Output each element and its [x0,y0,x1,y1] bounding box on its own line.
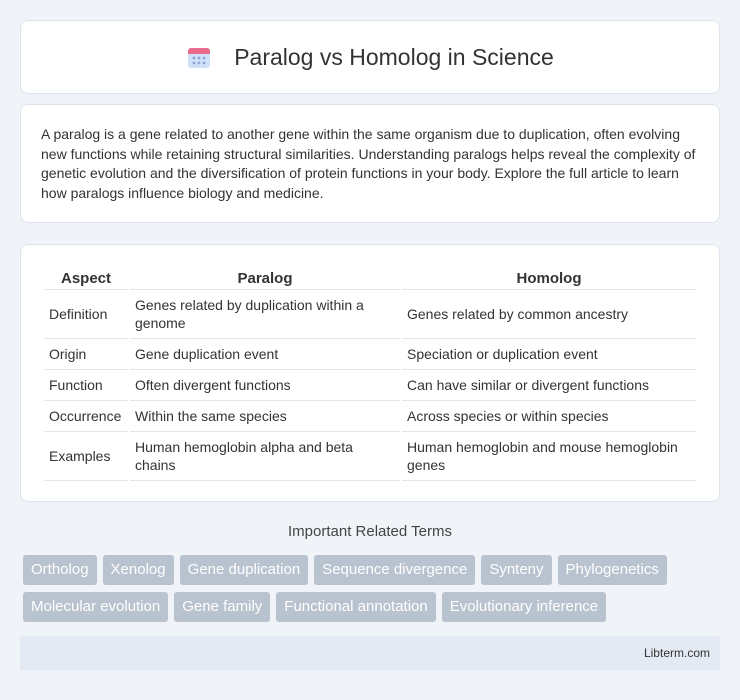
row-homolog: Across species or within species [402,401,696,432]
row-aspect: Definition [44,290,128,339]
comparison-table-card [20,244,720,502]
row-homolog: Genes related by common ancestry [402,290,696,339]
tag-phylogenetics[interactable]: Phylogenetics [558,555,667,585]
table-row [44,339,696,370]
row-aspect: Examples [44,432,128,481]
row-homolog: Can have similar or divergent functions [402,370,696,401]
table-row [44,432,696,481]
table-row [44,290,696,339]
comparison-table [42,267,698,481]
tag-xenolog[interactable]: Xenolog [103,555,174,585]
row-paralog: Human hemoglobin alpha and beta chains [130,432,400,481]
related-terms-list [23,555,723,629]
table-header-row [44,267,696,290]
row-paralog: Within the same species [130,401,400,432]
row-aspect: Origin [44,339,128,370]
row-paralog: Genes related by duplication within a genome [130,290,400,339]
related-terms-title: Important Related Terms [288,523,452,540]
header-homolog: Homolog [402,267,696,290]
row-homolog: Human hemoglobin and mouse hemoglobin genes [402,432,696,481]
row-homolog: Speciation or duplication event [402,339,696,370]
header-paralog: Paralog [130,267,400,290]
header-card [20,20,720,94]
tag-evolutionary-inference[interactable]: Evolutionary inference [442,592,606,622]
row-paralog: Gene duplication event [130,339,400,370]
tag-synteny[interactable]: Synteny [481,555,551,585]
intro-text: A paralog is a gene related to another gene within the same organism due to duplication, often evolving new functions while retaining structural similarities. Understanding paralogs helps reveal the complexity of genetic evolution and the diversification of protein functions in your body. Explore the full article to learn how paralogs influence biology and medicine. [41,126,696,201]
title-wrap [186,44,554,71]
row-aspect: Function [44,370,128,401]
tag-molecular-evolution[interactable]: Molecular evolution [23,592,168,622]
row-paralog: Often divergent functions [130,370,400,401]
row-aspect: Occurrence [44,401,128,432]
calendar-grid-icon [186,44,212,70]
footer [20,636,720,670]
tag-sequence-divergence[interactable]: Sequence divergence [314,555,475,585]
header-aspect: Aspect [44,267,128,290]
tag-ortholog[interactable]: Ortholog [23,555,97,585]
tag-gene-duplication[interactable]: Gene duplication [180,555,309,585]
intro-card [20,104,720,223]
tag-gene-family[interactable]: Gene family [174,592,270,622]
tag-functional-annotation[interactable]: Functional annotation [276,592,435,622]
table-row [44,370,696,401]
page-title: Paralog vs Homolog in Science [234,43,554,70]
footer-link[interactable]: Libterm.com [643,646,710,660]
table-row [44,401,696,432]
